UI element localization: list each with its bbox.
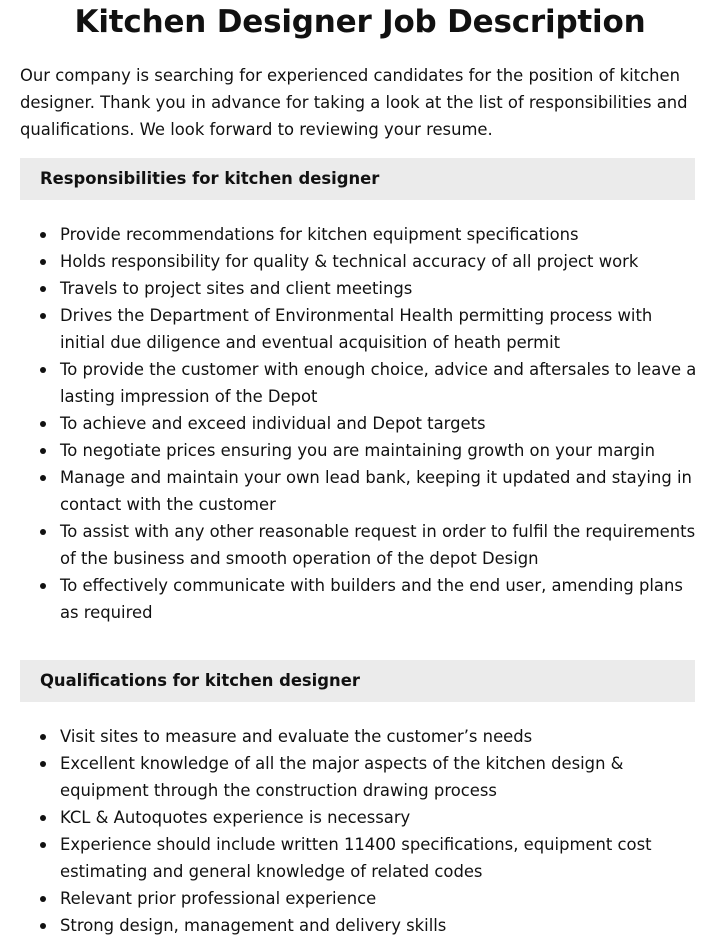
bullet-icon [40,421,46,427]
list-item-text: To achieve and exceed individual and Depot targets [60,414,486,433]
bullet-icon [40,815,46,821]
list-item [0,723,720,750]
list-item [0,410,720,437]
list-item-text: KCL & Autoquotes experience is necessary [60,808,411,827]
bullet-icon [40,734,46,740]
responsibilities-heading: Responsibilities for kitchen designer [20,158,695,200]
bullet-icon [40,286,46,292]
list-item-text: Travels to project sites and client meetings [60,279,413,298]
list-item-text: Holds responsibility for quality & technical accuracy of all project work [60,252,639,271]
page-title: Kitchen Designer Job Description [74,4,646,40]
list-item [0,221,720,248]
bullet-icon [40,367,46,373]
list-item [0,572,720,626]
list-item [0,437,720,464]
list-item [0,804,720,831]
bullet-icon [40,842,46,848]
bullet-icon [40,313,46,319]
bullet-icon [40,583,46,589]
list-item [0,885,720,912]
list-item [0,750,720,804]
list-item-text: To provide the customer with enough choice, advice and aftersales to leave a lasting impression of the Depot [60,360,697,406]
intro-paragraph: Our company is searching for experienced candidates for the position of kitchen designer. Thank you in advance for taking a look at the list of responsibilities and qualifications. We look forward to reviewing your resume. [20,66,688,139]
qualifications-heading: Qualifications for kitchen designer [20,660,695,702]
list-item-text: Strong design, management and delivery skills [60,916,447,935]
list-item [0,302,720,356]
list-item [0,464,720,518]
bullet-icon [40,761,46,767]
bullet-icon [40,448,46,454]
bullet-icon [40,923,46,929]
list-item [0,356,720,410]
qualifications-list [0,723,720,939]
list-item [0,518,720,572]
list-item-text: To negotiate prices ensuring you are maintaining growth on your margin [60,441,656,460]
bullet-icon [40,259,46,265]
bullet-icon [40,232,46,238]
list-item [0,831,720,885]
list-item-text: Manage and maintain your own lead bank, keeping it updated and staying in contact with the customer [60,468,692,514]
list-item-text: Visit sites to measure and evaluate the customer’s needs [60,727,533,746]
list-item-text: Excellent knowledge of all the major aspects of the kitchen design & equipment through the construction drawing process [60,754,624,800]
list-item-text: Provide recommendations for kitchen equipment specifications [60,225,579,244]
list-item-text: Relevant prior professional experience [60,889,377,908]
bullet-icon [40,529,46,535]
bullet-icon [40,475,46,481]
bullet-icon [40,896,46,902]
list-item-text: Experience should include written 11400 specifications, equipment cost estimating and general knowledge of related codes [60,835,652,881]
list-item [0,912,720,939]
list-item-text: Drives the Department of Environmental Health permitting process with initial due diligence and eventual acquisition of heath permit [60,306,653,352]
list-item-text: To effectively communicate with builders and the end user, amending plans as required [60,576,683,622]
responsibilities-list [0,221,720,626]
list-item-text: To assist with any other reasonable request in order to fulfil the requirements of the business and smooth operation of the depot Design [60,522,696,568]
list-item [0,275,720,302]
list-item [0,248,720,275]
